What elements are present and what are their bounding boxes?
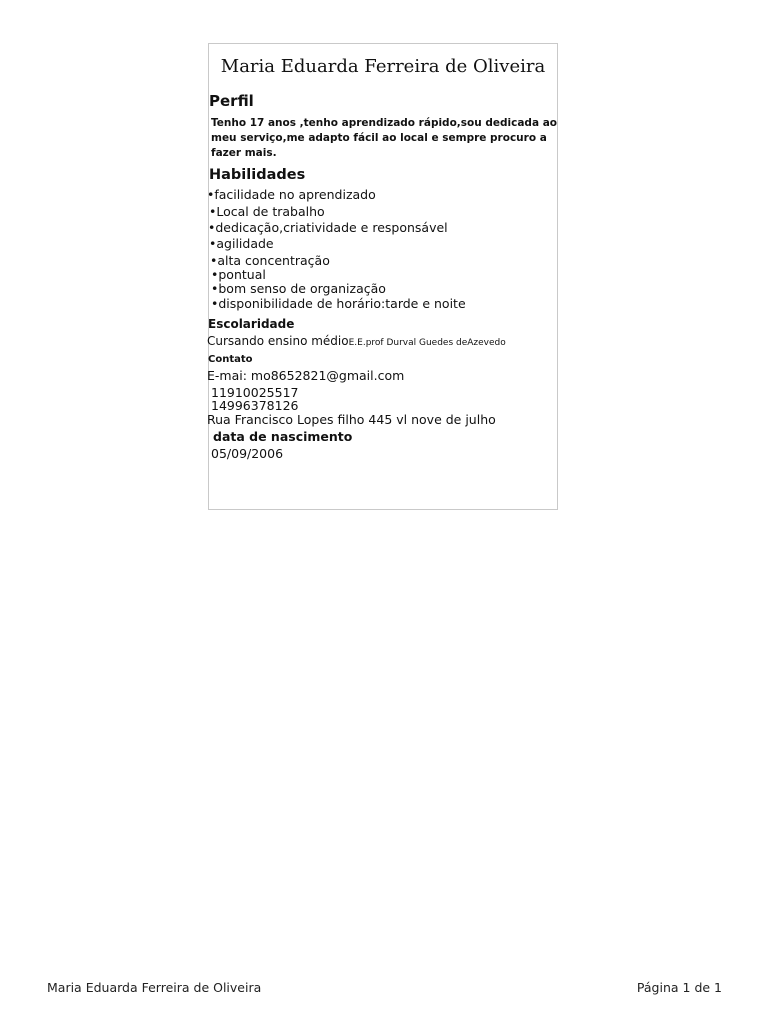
perfil-heading: Perfil	[209, 92, 254, 110]
skill-item: •agilidade	[209, 236, 274, 251]
contato-heading: Contato	[208, 354, 253, 365]
escolaridade-heading: Escolaridade	[208, 317, 295, 331]
resume-name: Maria Eduarda Ferreira de Oliveira	[220, 56, 546, 77]
escolaridade-school: E.E.prof Durval Guedes deAzevedo	[348, 338, 506, 348]
escolaridade-main: Cursando ensino médio	[207, 334, 349, 348]
escolaridade-line	[207, 334, 506, 348]
contato-address: Rua Francisco Lopes filho 445 vl nove de julho	[207, 412, 496, 427]
contato-phone-2: 14996378126	[211, 398, 299, 413]
habilidades-heading: Habilidades	[209, 167, 306, 183]
skill-item: •bom senso de organização	[211, 281, 386, 296]
skill-item: •facilidade no aprendizado	[207, 187, 376, 202]
resume-page	[208, 43, 558, 510]
skill-item: •Local de trabalho	[209, 204, 325, 219]
footer-name: Maria Eduarda Ferreira de Oliveira	[47, 980, 262, 995]
skill-item: •alta concentração	[210, 253, 330, 268]
perfil-text: Tenho 17 anos ,tenho aprendizado rápido,sou dedicada ao meu serviço,me adapto fácil ao local e sempre procuro a fazer mais.	[211, 117, 557, 159]
skill-item: •dedicação,criatividade e responsável	[208, 220, 448, 235]
contato-email: E-mai: mo8652821@gmail.com	[207, 368, 405, 383]
contato-phone-1: 11910025517	[211, 385, 299, 400]
nascimento-date: 05/09/2006	[211, 446, 284, 461]
footer-page-number: Página 1 de 1	[636, 980, 722, 995]
nascimento-heading: data de nascimento	[213, 429, 353, 444]
skill-item: •pontual	[211, 267, 266, 282]
skill-item: •disponibilidade de horário:tarde e noite	[211, 296, 466, 311]
